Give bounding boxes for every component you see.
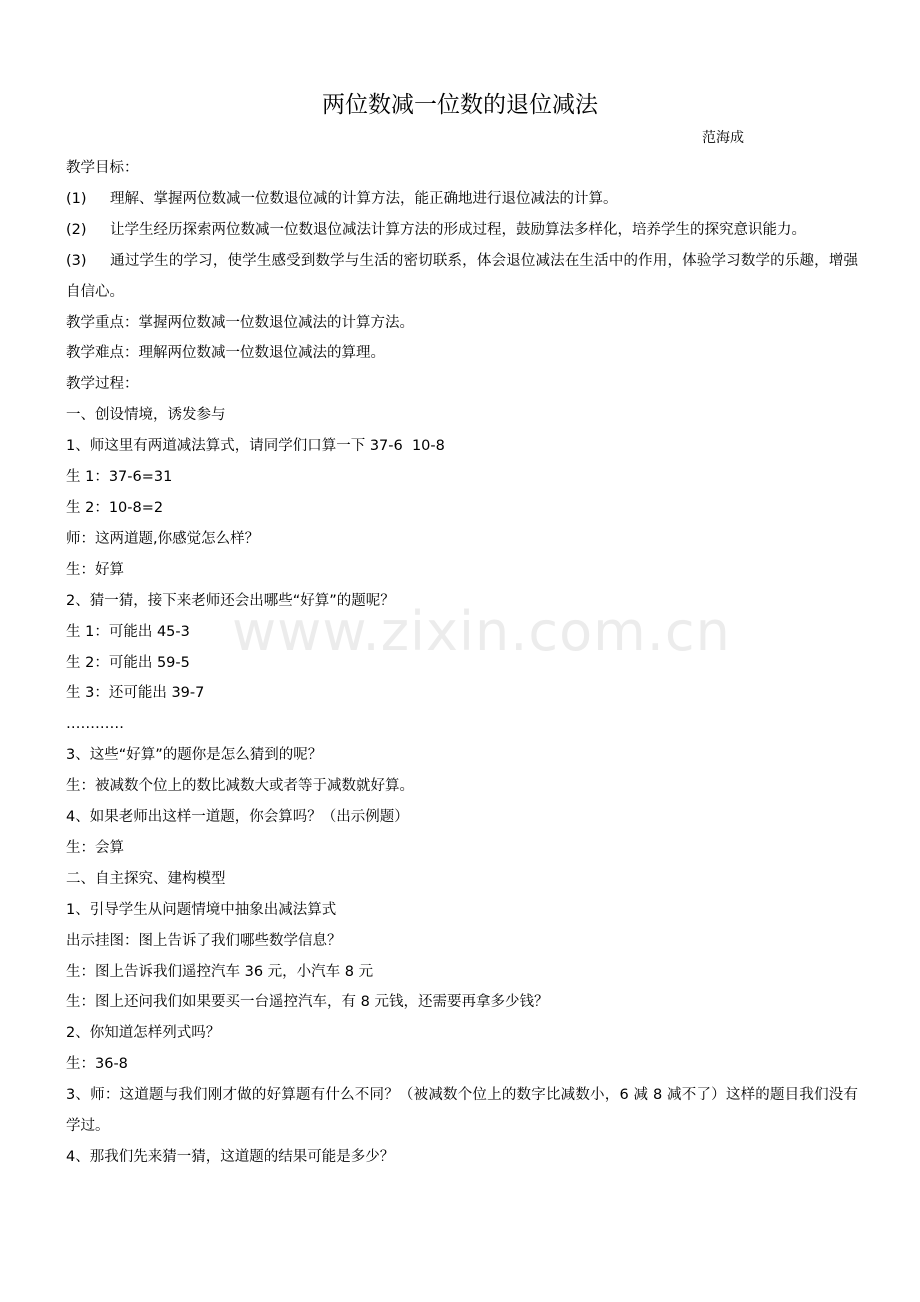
paragraph-text: 二、自主探究、建构模型 <box>66 870 226 887</box>
paragraph-text: 2、猜一猜，接下来老师还会出哪些“好算”的题呢？ <box>66 592 395 609</box>
body-paragraph <box>66 1049 858 1080</box>
body-paragraph <box>66 709 858 740</box>
body-paragraph <box>66 864 858 895</box>
paragraph-text: 1、师这里有两道减法算式，请同学们口算一下 37-6 10-8 <box>66 438 445 455</box>
paragraph-text: 4、如果老师出这样一道题，你会算吗？（出示例题） <box>66 809 409 826</box>
body-paragraph <box>66 586 858 617</box>
paragraph-text: 生 2：10-8=2 <box>66 499 164 516</box>
paragraph-text: 教学过程： <box>66 376 139 393</box>
document-title: 两位数减一位数的退位减法 <box>322 92 598 118</box>
body-paragraph <box>66 215 858 246</box>
body-paragraph <box>66 308 858 339</box>
body-paragraph <box>66 926 858 957</box>
body-paragraph <box>66 1080 858 1142</box>
body-paragraph <box>66 833 858 864</box>
paragraph-text: ………… <box>66 716 124 733</box>
body-paragraph <box>66 987 858 1018</box>
body-paragraph <box>66 1018 858 1049</box>
body-paragraph <box>66 802 858 833</box>
body-paragraph <box>66 493 858 524</box>
paragraph-text: 生 1：37-6=31 <box>66 469 173 486</box>
body-paragraph <box>66 462 858 493</box>
paragraph-text: 生：36-8 <box>66 1056 128 1073</box>
body-paragraph <box>66 153 858 184</box>
paragraph-text: 生：图上还问我们如果要买一台遥控汽车，有 8 元钱，还需要再拿多少钱？ <box>66 994 549 1011</box>
body-paragraph <box>66 400 858 431</box>
body-paragraph <box>66 369 858 400</box>
paragraph-text: 教学重点：掌握两位数减一位数退位减法的计算方法。 <box>66 314 414 331</box>
paragraph-text: 1、引导学生从问题情境中抽象出减法算式 <box>66 901 337 918</box>
paragraph-text: 生：图上告诉我们遥控汽车 36 元，小汽车 8 元 <box>66 963 374 980</box>
paragraph-text: 生：好算 <box>66 561 124 578</box>
body-paragraph <box>66 957 858 988</box>
paragraph-text: 生 1：可能出 45-3 <box>66 623 190 640</box>
watermark: www.zixin.com.cn <box>232 600 731 663</box>
body-paragraph <box>66 678 858 709</box>
body-paragraph <box>66 771 858 802</box>
paragraph-text: 4、那我们先来猜一猜，这道题的结果可能是多少？ <box>66 1149 395 1165</box>
paragraph-text: 教学难点：理解两位数减一位数退位减法的算理。 <box>66 345 385 362</box>
paragraph-text: 生：会算 <box>66 839 124 856</box>
body-paragraph <box>66 338 858 369</box>
paragraph-text: 一、创设情境，诱发参与 <box>66 407 226 424</box>
paragraph-text: 生：被减数个位上的数比减数大或者等于减数就好算。 <box>66 778 414 795</box>
paragraph-text: 3、这些“好算”的题你是怎么猜到的呢？ <box>66 747 323 764</box>
body-paragraph <box>66 184 858 215</box>
body-paragraph <box>66 555 858 586</box>
body-paragraph <box>66 617 858 648</box>
list-item-number: (2) <box>66 221 87 238</box>
paragraph-text: 生 3：还可能出 39-7 <box>66 685 205 702</box>
body-paragraph <box>66 1142 858 1173</box>
body-paragraph <box>66 524 858 555</box>
list-item-number: (3) <box>66 252 87 269</box>
paragraph-text: 教学目标： <box>66 160 139 176</box>
paragraph-text: 通过学生的学习，使学生感受到数学与生活的密切联系，体会退位减法在生活中的作用，体验学习数学的乐趣，增强自信心。 <box>66 252 858 300</box>
paragraph-text: 生 2：可能出 59-5 <box>66 654 190 671</box>
paragraph-text: 出示挂图：图上告诉了我们哪些数学信息？ <box>66 932 342 949</box>
body-paragraph <box>66 895 858 926</box>
body-paragraph <box>66 431 858 462</box>
author-name: 范海成 <box>702 130 744 146</box>
list-item-number: (1) <box>66 190 87 207</box>
document-body <box>66 153 858 1173</box>
body-paragraph <box>66 648 858 679</box>
body-paragraph <box>66 740 858 771</box>
paragraph-text: 让学生经历探索两位数减一位数退位减法计算方法的形成过程，鼓励算法多样化，培养学生的探究意识能力。 <box>110 221 806 238</box>
paragraph-text: 2、你知道怎样列式吗？ <box>66 1025 221 1042</box>
paragraph-text: 理解、掌握两位数减一位数退位减的计算方法，能正确地进行退位减法的计算。 <box>110 190 618 207</box>
body-paragraph <box>66 246 858 308</box>
paragraph-text: 3、师：这道题与我们刚才做的好算题有什么不同？（被减数个位上的数字比减数小，6 减 8 减不了）这样的题目我们没有学过。 <box>66 1087 858 1135</box>
paragraph-text: 师：这两道题,你感觉怎么样？ <box>66 530 260 547</box>
